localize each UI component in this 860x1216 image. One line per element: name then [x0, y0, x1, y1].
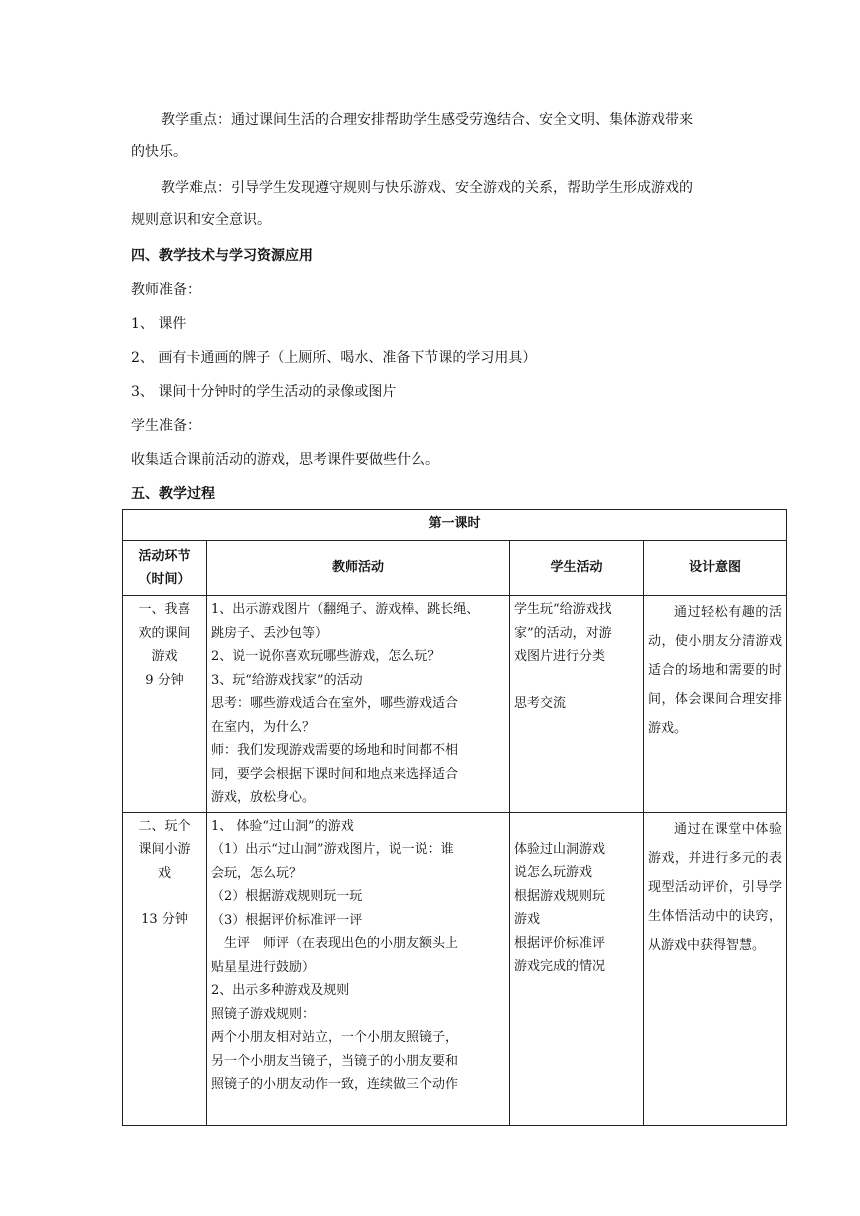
- focus-line2: 的快乐。: [131, 144, 187, 160]
- row1-student-activity: 学生玩“给游戏找 家”的活动，对游 戏图片进行分类 思考交流: [510, 596, 644, 813]
- section4-heading: 四、教学技术与学习资源应用: [131, 248, 313, 264]
- table-row: [123, 812, 787, 1125]
- lesson-title: 第一课时: [123, 510, 787, 541]
- difficulty-line2: 规则意识和安全意识。: [131, 212, 271, 228]
- table-row: [123, 596, 787, 813]
- difficulty-line1: 教学难点：引导学生发现遵守规则与快乐游戏、安全游戏的关系，帮助学生形成游戏的: [161, 180, 693, 196]
- section5-heading: 五、教学过程: [131, 486, 215, 502]
- teaching-difficulty: [131, 172, 731, 236]
- focus-line1: 教学重点：通过课间生活的合理安排帮助学生感受劳逸结合、安全文明、集体游戏带来: [161, 112, 693, 128]
- row1-design-intent: 通过轻松有趣的活动，使小朋友分清游戏适合的场地和需要的时间，体会课间合理安排游戏。: [644, 596, 787, 813]
- student-prep-label: 学生准备：: [131, 418, 201, 434]
- row2-stage: 二、玩个 课间小游 戏 13 分钟: [123, 812, 207, 1125]
- student-prep-text: 收集适合课前活动的游戏，思考课件要做些什么。: [131, 452, 439, 468]
- teacher-prep-item-2: 2、 画有卡通画的牌子（上厕所、喝水、准备下节课的学习用具）: [131, 350, 537, 366]
- header-stage: 活动环节 （时间）: [123, 541, 207, 596]
- row1-stage: 一、我喜 欢的课间 游戏 9 分钟: [123, 596, 207, 813]
- teaching-focus: [131, 104, 731, 168]
- row1-teacher-activity: 1、出示游戏图片（翻绳子、游戏棒、跳长绳、 跳房子、丢沙包等） 2、说一说你喜欢玩哪些游戏，怎么玩？ 3、玩“给游戏找家”的活动 思考：哪些游戏适合在室外，哪些游戏适合 在室内，为什么？ 师：我们发现游戏需要的场地和时间都不相 同，要学会根据下课时间和地点来选择适合 游戏，放松身心。: [207, 596, 510, 813]
- header-intent: 设计意图: [644, 541, 787, 596]
- header-teacher: 教师活动: [207, 541, 510, 596]
- teacher-prep-item-1: 1、 课件: [131, 316, 187, 332]
- teacher-prep-label: 教师准备：: [131, 282, 201, 298]
- row2-student-activity: 体验过山洞游戏 说怎么玩游戏 根据游戏规则玩 游戏 根据评价标准评 游戏完成的情况: [510, 812, 644, 1125]
- row2-teacher-activity: 1、 体验“过山洞”的游戏 （1）出示“过山洞”游戏图片，说一说：谁 会玩，怎么玩？ （2）根据游戏规则玩一玩 （3）根据评价标准评一评 生评 师评（在表现出色的小朋友额头上 贴星星进行鼓励） 2、出示多种游戏及规则 照镜子游戏规则： 两个小朋友相对站立，一个小朋友照镜子， 另一个小朋友当镜子，当镜子的小朋友要和 照镜子的小朋友动作一致，连续做三个动作: [207, 812, 510, 1125]
- header-student: 学生活动: [510, 541, 644, 596]
- teacher-prep-item-3: 3、 课间十分钟时的学生活动的录像或图片: [131, 384, 397, 400]
- table-header-row: [123, 541, 787, 596]
- table-title-row: [123, 510, 787, 541]
- row2-design-intent: 通过在课堂中体验游戏，并进行多元的表现型活动评价，引导学生体悟活动中的诀窍，从游戏中获得智慧。: [644, 812, 787, 1125]
- lesson-process-table: [122, 509, 787, 1126]
